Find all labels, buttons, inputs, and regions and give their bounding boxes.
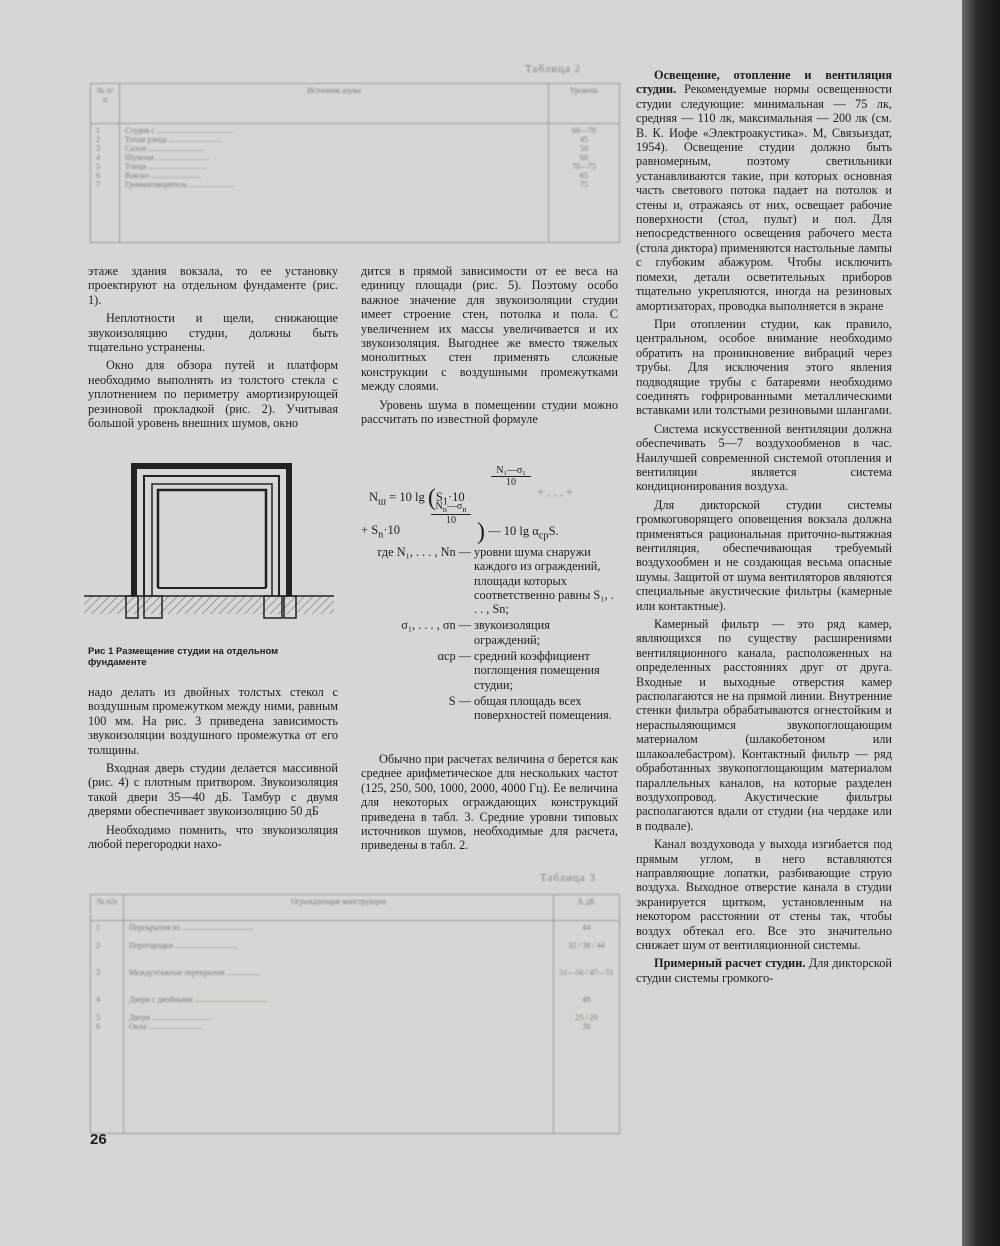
table-header: δ, дБ (554, 895, 620, 921)
definition-row: где N₁, . . . , Nn — уровни шума снаружи каждого из ограждений, площади которых соответственно равны S₁, . . . , Sn; (377, 545, 614, 617)
table-header-row (91, 84, 620, 124)
page-number: 26 (90, 1131, 107, 1148)
text-column-2-lower (361, 752, 618, 853)
paragraph: Для дикторской студии системы громкоговорящего оповещения вокзала должна применяться рациональная приточно-вытяжная вентиляция, обеспечивающая требуемый воздухообмен и не создающая весьма опасные шумы. Защитой от шума вентиляторов являются специальные акустические фильтры (камерные или контактные). (636, 497, 892, 613)
text-column-2 (361, 264, 618, 426)
table-row (91, 124, 620, 243)
table-header: Уровень (549, 84, 620, 124)
paragraph: надо делать из двойных толстых стекол с воздушным промежутком между ними, равным 100 мм. На рис. 3 приведена зависимость звукоизоляции воздушного промежутка от его толщины. (88, 685, 338, 757)
paragraph: Примерный расчет студии. Для дикторской студии системы громкого- (636, 956, 893, 985)
formula-definitions (376, 545, 618, 723)
section-heading-calculation: Примерный расчет студии. (654, 956, 806, 971)
table-2 (90, 83, 620, 243)
paragraph: Обычно при расчетах величина σ берется как среднее арифметическое для нескольких частот (125, 250, 500, 1000, 2000, 4000 Гц). Ее величина для некоторых ограждающих конструкций приведена в табл. 3. Средние уровни типовых источников шумов, необходимые для расчета, приведены в табл. 2. (361, 752, 618, 853)
paragraph: этаже здания вокзала, то ее установку проектируют на отдельном фундаменте (рис. 1). (88, 264, 338, 307)
paragraph: Окно для обзора путей и платформ необходимо выполнять из толстого стекла с уплотнением по периметру амортизирующей резиновой прокладкой (рис. 2). Учитывая большой уровень внешних шумов, окно (88, 358, 338, 431)
table-3-caption: Таблица 3 (540, 872, 597, 884)
table-2-caption: Таблица 2 (525, 63, 582, 75)
definition-row: αср — средний коэффициент поглощения помещения студии; (437, 649, 600, 692)
paragraph: Освещение, отопление и вентиляция студии. Рекомендуемые нормы освещенности студии следующие: минимальная — 75 лк, средняя — 110 лк, максимальная — 200 лк (см. В. К. Иофе «Электроакустика». М, Связьиздат, 1954). Освещение студии должно быть равномерным, поэтому светильники устанавливаются такие, при которых основная часть светового потока падает на потолок и стены и, отражаясь от них, освещает рабочие поверхности (стол, пульт) и пол. Для непосредственного освещения рабочего места (стола диктора) применяются настольные лампы с глубоким абажуром. Чтобы исключить помехи, детали осветительных приборов тщательно укрепляются, иногда на резиновых амортизаторах, проводка выполняется в экране (636, 68, 893, 313)
table-header: Ограждающие конструкции (124, 895, 554, 921)
table-cell: 1 2 3 4 5 6 (91, 921, 124, 1134)
figure-1-caption: Рис 1 Размещение студии на отдельном фундаменте (88, 646, 279, 668)
table-cell: 60—70 45 50 60 70—75 65 75 (549, 124, 620, 243)
paragraph: Уровень шума в помещении студии можно рассчитать по известной формуле (361, 397, 618, 427)
figure-1-studio-foundation (84, 460, 334, 640)
table-cell: 1 2 3 4 5 6 7 (91, 124, 120, 243)
table-header: Источник шума (120, 84, 549, 124)
table-row (91, 921, 620, 1134)
table-cell: Студия с ...................................... Тихая улица .......................... Салон ............................ Шумная ........................... Улица ............................. Вокзал ......................... Громкоговоритель ....................... (120, 124, 549, 243)
table-header: № п/п (91, 895, 124, 921)
table-cell: Перекрытия из .................................... Перегородки ............................... Междуэтажные перекрытия ................ Двери с двойными .................................... Двери .............................. Окна ........................... (124, 921, 554, 1134)
table-3 (90, 894, 620, 1134)
table-cell: 44 32 / 38 / 44 51—56 / 47—51 48 25 / 20 30 (554, 921, 620, 1134)
paragraph: дится в прямой зависимости от ее веса на единицу площади (рис. 5). Поэтому особо важное значение для звукоизоляции студии имеет строение стен, потолка и пола. С увеличением их массы увеличивается и их звукоизоляция. Выгоднее же вместо тяжелых монолитных стен применять сложные конструкции с воздушными промежутками между слоями. (361, 264, 618, 394)
text-column-3 (636, 68, 892, 985)
table-header: № п/п (91, 84, 120, 124)
definition-row: σ₁, . . . , σn — звукоизоляция ограждений; (401, 618, 550, 647)
paragraph: Необходимо помнить, что звукоизоляция любой перегородки нахо- (88, 822, 338, 852)
paragraph: Неплотности и щели, снижающие звукоизоляцию студии, должны быть тщательно устранены. (88, 311, 338, 355)
text-column-1 (88, 264, 338, 430)
noise-level-formula: $N_ш = 10$ $\lg (S_1\cdot 10$ N₁—σ₁ 10 + . . . + + $S_n\cdot 10$ $N_n—\sigma_n$ 10 ) — 10 $\lg \alpha_{ср}S$. (361, 465, 573, 545)
paragraph: Камерный фильтр — это ряд камер, являющихся по существу расширениями вентиляционного канала, расположенных на определенных расстояниях друг от друга. Входные и выходные отверстия камер располагаются не на прямой линии. Внутренние стенки фильтра обрабатываются огнестойким и нераспыляющимся звукопоглощающим материалом (шлакобетоном или шлакоалебастром). Контактный фильтр — ряд обработанных звукопоглощающим материалом параллельных каналов, на которые разделен воздухопровод. Акустические фильтры располагаются вдали от студии (на чердаке или в подвале). (636, 617, 892, 833)
section-heading-lighting: Освещение, отопление и вентиляция студии. (636, 68, 892, 97)
text-column-1-lower (88, 685, 338, 851)
paragraph: При отоплении студии, как правило, центральном, особое внимание необходимо обратить на проникновение вибраций через трубы. Для исключения этого явления подводящие трубы с батареями необходимо соединять гофрированными металлическими вставками или толстыми резиновыми шлангами. (636, 316, 892, 418)
paragraph: Система искусственной вентиляции должна обеспечивать 5—7 воздухообменов в час. Наилучшей современной системой отопления и вентиляции является система кондиционирования воздуха. (636, 421, 892, 494)
book-spine-shadow (962, 0, 1000, 1246)
paragraph: Канал воздуховода у выхода изгибается под прямым углом, в него вставляются направляющие лопатки, разбивающие струю воздуха. Выходное отверстие канала в студии экранируется щитком, установленным на некотором расстоянии от стены так, чтобы воздух обтекал его. Все это значительно снижает шум от вентиляционной системы. (636, 837, 892, 952)
paragraph: Входная дверь студии делается массивной (рис. 4) с плотным притвором. Звукоизоляция такой двери 35—40 дБ. Тамбур с двумя дверями обеспечивает звукоизоляцию 50 дБ (88, 761, 338, 819)
definition-row: S — общая площадь всех поверхностей помещения. (448, 693, 612, 723)
table-header-row (91, 895, 620, 921)
